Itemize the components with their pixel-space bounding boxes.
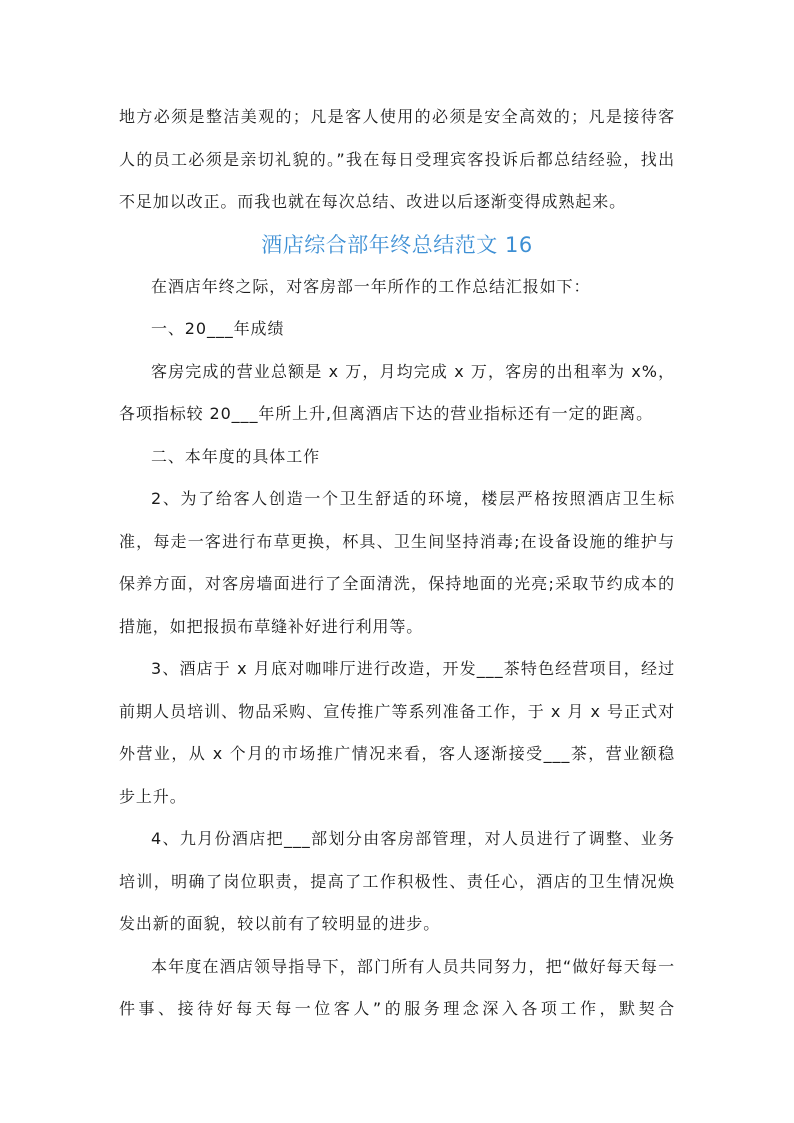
- section-1-body: 客房完成的营业总额是 x 万，月均完成 x 万，客房的出租率为 x%，各项指标较 20___年所上升,但离酒店下达的营业指标还有一定的距离。: [119, 361, 675, 423]
- document-page: [119, 96, 675, 1031]
- work-item-3: 3、酒店于 x 月底对咖啡厅进行改造，开发___茶特色经营项目，经过前期人员培训、物品采购、宣传推广等系列准备工作，于 x 月 x 号正式对外营业，从 x 个月的市场推广情况来看，客人逐渐接受___茶，营业额稳步上升。: [119, 659, 675, 806]
- intro-paragraph: 在酒店年终之际，对客房部一年所作的工作总结汇报如下：: [151, 276, 591, 296]
- article-title: 酒店综合部年终总结范文 16: [261, 232, 533, 257]
- continuation-paragraph: 地方必须是整洁美观的；凡是客人使用的必须是安全高效的；凡是接待客人的员工必须是亲切礼貌的。”我在每日受理宾客投诉后都总结经验，找出不足加以改正。而我也就在每次总结、改进以后逐渐变得成熟起来。: [119, 107, 675, 211]
- closing-paragraph: 本年度在酒店领导指导下，部门所有人员共同努力，把“做好每天每一件事、接待好每天每一位客人”的服务理念深入各项工作，默契合: [119, 956, 675, 1018]
- work-item-4: 4、九月份酒店把___部划分由客房部管理，对人员进行了调整、业务培训，明确了岗位职责，提高了工作积极性、责任心，酒店的卫生情况焕发出新的面貌，较以前有了较明显的进步。: [119, 829, 675, 933]
- work-item-2: 2、为了给客人创造一个卫生舒适的环境，楼层严格按照酒店卫生标准，每走一客进行布草更换，杯具、卫生间坚持消毒;在设备设施的维护与保养方面，对客房墙面进行了全面清洗，保持地面的光亮;采取节约成本的措施，如把报损布草缝补好进行利用等。: [119, 489, 675, 636]
- section-1-heading: 一、20___年成绩: [151, 319, 285, 338]
- section-2-heading: 二、本年度的具体工作: [151, 446, 321, 466]
